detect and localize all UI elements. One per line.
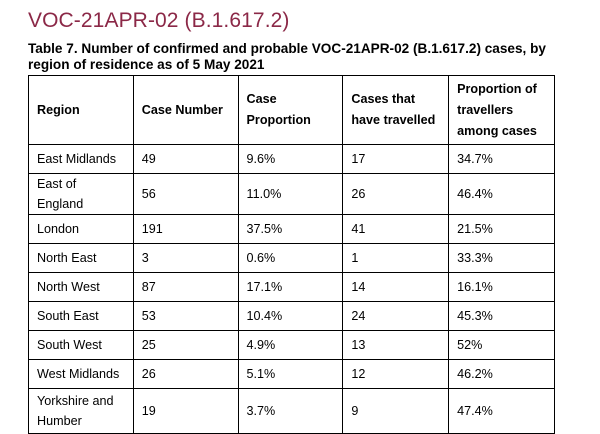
cell-proportion-travellers: 46.4%	[449, 174, 555, 215]
cell-region: West Midlands	[29, 360, 134, 389]
cell-case-proportion: 3.7%	[238, 389, 343, 434]
cell-cases-travelled: 26	[343, 174, 449, 215]
cell-region: London	[29, 215, 134, 244]
cell-cases-travelled: 1	[343, 244, 449, 273]
cell-proportion-travellers: 16.1%	[449, 273, 555, 302]
cell-region: East Midlands	[29, 145, 134, 174]
cell-case-proportion: 5.1%	[238, 360, 343, 389]
cell-cases-travelled: 14	[343, 273, 449, 302]
cell-case-proportion: 9.6%	[238, 145, 343, 174]
table-row	[29, 174, 555, 215]
table-row	[29, 360, 555, 389]
table-row	[29, 215, 555, 244]
cell-case-number: 87	[133, 273, 238, 302]
cell-case-number: 25	[133, 331, 238, 360]
cell-proportion-travellers: 33.3%	[449, 244, 555, 273]
cell-proportion-travellers: 52%	[449, 331, 555, 360]
cell-cases-travelled: 12	[343, 360, 449, 389]
cell-proportion-travellers: 46.2%	[449, 360, 555, 389]
cell-cases-travelled: 9	[343, 389, 449, 434]
header-case-number: Case Number	[133, 76, 238, 145]
cell-case-number: 3	[133, 244, 238, 273]
table-row	[29, 273, 555, 302]
section-heading: VOC-21APR-02 (B.1.617.2)	[28, 9, 290, 32]
cell-case-proportion: 11.0%	[238, 174, 343, 215]
cell-region: South West	[29, 331, 134, 360]
region-cases-table	[28, 75, 555, 434]
cell-proportion-travellers: 21.5%	[449, 215, 555, 244]
cell-case-number: 191	[133, 215, 238, 244]
table-header-row	[29, 76, 555, 145]
table-row	[29, 145, 555, 174]
cell-proportion-travellers: 45.3%	[449, 302, 555, 331]
header-cases-travelled: Cases that have travelled	[343, 76, 449, 145]
cell-case-number: 49	[133, 145, 238, 174]
cell-case-proportion: 4.9%	[238, 331, 343, 360]
cell-region: North West	[29, 273, 134, 302]
table-row	[29, 389, 555, 434]
header-case-proportion: Case Proportion	[238, 76, 343, 145]
cell-region: Yorkshire and Humber	[29, 389, 134, 434]
header-proportion-travellers: Proportion of travellers among cases	[449, 76, 555, 145]
cell-proportion-travellers: 34.7%	[449, 145, 555, 174]
cell-case-number: 56	[133, 174, 238, 215]
table-row	[29, 302, 555, 331]
header-region: Region	[29, 76, 134, 145]
cell-case-number: 53	[133, 302, 238, 331]
cell-case-proportion: 37.5%	[238, 215, 343, 244]
cell-case-number: 19	[133, 389, 238, 434]
table-caption: Table 7. Number of confirmed and probable VOC-21APR-02 (B.1.617.2) cases, by region of residence as of 5 May 2021	[28, 41, 546, 72]
cell-cases-travelled: 17	[343, 145, 449, 174]
cell-region: East of England	[29, 174, 134, 215]
table-row	[29, 331, 555, 360]
cell-case-number: 26	[133, 360, 238, 389]
cell-cases-travelled: 41	[343, 215, 449, 244]
cell-case-proportion: 0.6%	[238, 244, 343, 273]
cell-case-proportion: 17.1%	[238, 273, 343, 302]
cell-proportion-travellers: 47.4%	[449, 389, 555, 434]
table-row	[29, 244, 555, 273]
cell-case-proportion: 10.4%	[238, 302, 343, 331]
cell-region: South East	[29, 302, 134, 331]
cell-cases-travelled: 13	[343, 331, 449, 360]
cell-region: North East	[29, 244, 134, 273]
cell-cases-travelled: 24	[343, 302, 449, 331]
